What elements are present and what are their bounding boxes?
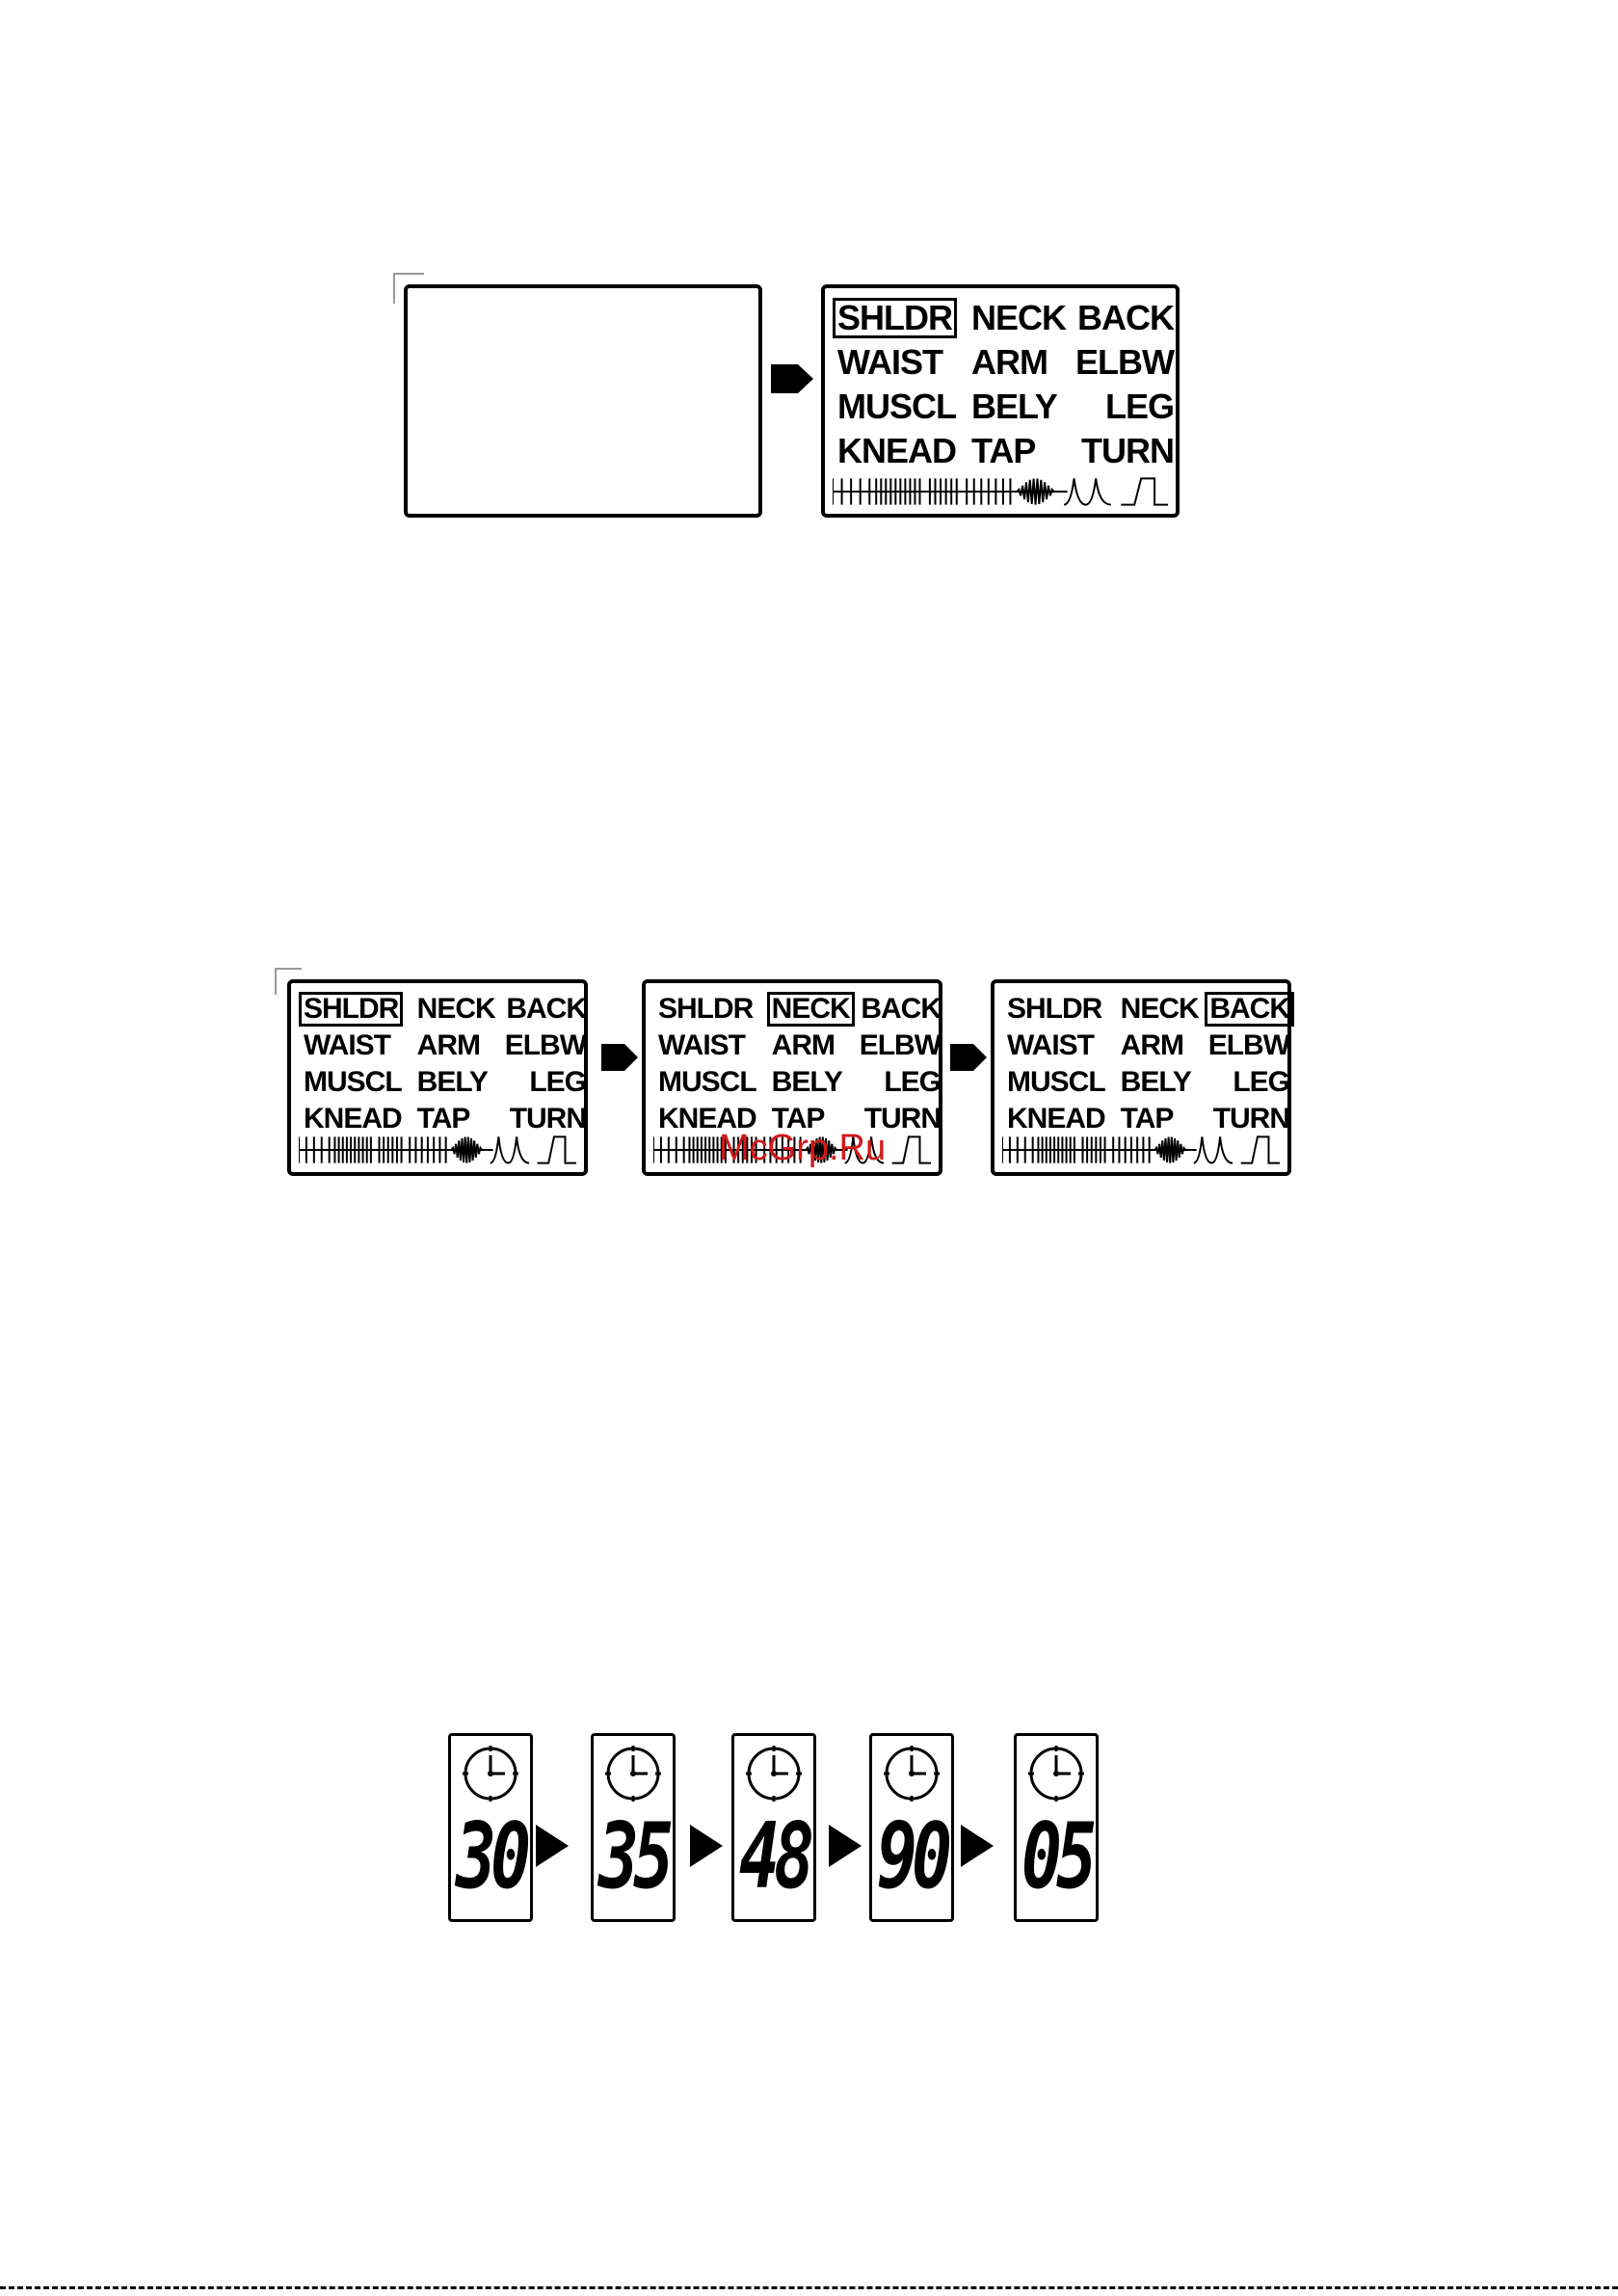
lcd-menu-label: NECK xyxy=(416,993,495,1025)
lcd-menu-cell xyxy=(761,1064,855,1101)
play-triangle-icon xyxy=(961,1825,994,1867)
lcd-menu-cell xyxy=(1204,991,1294,1028)
timer-digits: 48 xyxy=(738,1802,809,1910)
clock-icon xyxy=(882,1744,942,1803)
lcd-menu-cell xyxy=(1002,1028,1110,1064)
lcd-menu-cell xyxy=(299,1101,407,1137)
play-triangle-icon xyxy=(829,1825,862,1867)
lcd-menu-cell xyxy=(1071,296,1179,340)
lcd-menu-cell xyxy=(1110,1064,1204,1101)
timer-digits: 35 xyxy=(597,1802,669,1910)
lcd-menu-grid xyxy=(653,991,942,1137)
lcd-menu-cell xyxy=(855,991,945,1028)
lcd-menu-label: TAP xyxy=(416,1103,470,1135)
play-triangle-icon xyxy=(690,1825,723,1867)
timer-digits: 05 xyxy=(1021,1802,1092,1910)
lcd-menu-cell xyxy=(500,1064,591,1101)
waveform-icons xyxy=(1002,1134,1280,1166)
timer-display xyxy=(731,1733,816,1922)
lcd-menu-label: TURN xyxy=(1212,1103,1290,1135)
lcd-menu-cell xyxy=(1002,1101,1110,1137)
lcd-panel-mid-3 xyxy=(991,979,1291,1176)
clock-icon xyxy=(1026,1744,1086,1803)
lcd-menu-cell xyxy=(761,991,855,1028)
lcd-menu-cell xyxy=(961,296,1071,340)
lcd-menu-cell xyxy=(1110,1101,1204,1137)
lcd-menu-cell xyxy=(761,1028,855,1064)
lcd-menu-label: TURN xyxy=(509,1103,587,1135)
lcd-menu-cell xyxy=(1071,429,1179,473)
lcd-menu-label: KNEAD xyxy=(304,1103,402,1135)
lcd-menu-cell xyxy=(299,991,407,1028)
lcd-menu-label: BELY xyxy=(416,1066,488,1098)
lcd-menu-label: SHLDR xyxy=(658,993,754,1025)
lcd-menu-label: BACK xyxy=(1077,298,1175,337)
lcd-menu-label: NECK xyxy=(1120,993,1199,1025)
lcd-menu-cell xyxy=(833,296,961,340)
lcd-menu-label: MUSCL xyxy=(1007,1066,1105,1098)
waveform-icons xyxy=(833,475,1168,508)
lcd-menu-label: LEG xyxy=(884,1066,942,1098)
lcd-menu-label: TURN xyxy=(1081,431,1175,470)
lcd-menu-label: SHLDR xyxy=(1007,993,1102,1025)
lcd-menu-label: WAIST xyxy=(837,342,942,382)
lcd-menu-cell xyxy=(1071,385,1179,429)
lcd-menu-label: WAIST xyxy=(658,1029,745,1061)
timer-display xyxy=(448,1733,533,1922)
lcd-menu-label: ELBW xyxy=(1207,1029,1290,1061)
lcd-menu-cell xyxy=(961,429,1071,473)
lcd-menu-label: KNEAD xyxy=(837,431,957,470)
lcd-menu-label: ELBW xyxy=(504,1029,587,1061)
lcd-menu-cell xyxy=(961,340,1071,385)
lcd-menu-cell xyxy=(855,1028,945,1064)
lcd-menu-label-selected: BACK xyxy=(1205,992,1294,1027)
lcd-menu-cell xyxy=(653,1028,761,1064)
lcd-menu-grid xyxy=(833,296,1175,473)
lcd-menu-cell xyxy=(407,1064,500,1101)
lcd-menu-label: BELY xyxy=(971,387,1057,426)
lcd-menu-label: ELBW xyxy=(1075,342,1175,382)
lcd-menu-cell xyxy=(299,1028,407,1064)
lcd-menu-cell xyxy=(1071,340,1179,385)
lcd-menu-cell xyxy=(653,991,761,1028)
lcd-menu-cell xyxy=(1204,1101,1294,1137)
lcd-menu-cell xyxy=(1002,1064,1110,1101)
clock-icon xyxy=(744,1744,804,1803)
lcd-menu-cell xyxy=(1110,1028,1204,1064)
lcd-menu-label: TAP xyxy=(1120,1103,1174,1135)
lcd-menu-cell xyxy=(500,1028,591,1064)
lcd-menu-cell xyxy=(1204,1064,1294,1101)
timer-digits: 90 xyxy=(876,1802,947,1910)
lcd-menu-label: LEG xyxy=(1105,387,1175,426)
lcd-menu-cell xyxy=(855,1064,945,1101)
lcd-menu-grid xyxy=(299,991,587,1137)
lcd-menu-label: BACK xyxy=(861,993,942,1025)
lcd-menu-label: BELY xyxy=(1120,1066,1191,1098)
lcd-menu-label: MUSCL xyxy=(837,387,956,426)
lcd-menu-cell xyxy=(833,429,961,473)
lcd-menu-label: WAIST xyxy=(304,1029,390,1061)
lcd-panel-top xyxy=(821,284,1180,518)
lcd-menu-cell xyxy=(833,385,961,429)
lcd-menu-label: ELBW xyxy=(859,1029,942,1061)
lcd-menu-cell xyxy=(500,991,591,1028)
page-edge-line xyxy=(0,2286,1618,2289)
pentagon-arrow-icon xyxy=(950,1041,989,1074)
watermark: McGrp.Ru xyxy=(719,1128,887,1168)
lcd-menu-label-selected: NECK xyxy=(767,992,855,1027)
lcd-panel-mid-1 xyxy=(287,979,588,1176)
play-triangle-icon xyxy=(536,1825,569,1867)
lcd-menu-cell xyxy=(1002,991,1110,1028)
lcd-menu-label: WAIST xyxy=(1007,1029,1094,1061)
timer-digits: 30 xyxy=(455,1802,526,1910)
lcd-menu-label: LEG xyxy=(529,1066,587,1098)
lcd-menu-grid xyxy=(1002,991,1290,1137)
lcd-menu-cell xyxy=(407,1101,500,1137)
lcd-menu-label-selected: SHLDR xyxy=(299,992,403,1027)
lcd-menu-label: NECK xyxy=(971,298,1067,337)
clock-icon xyxy=(603,1744,663,1803)
timer-display xyxy=(591,1733,676,1922)
lcd-menu-label: LEG xyxy=(1233,1066,1290,1098)
lcd-blank-screen xyxy=(404,284,762,518)
lcd-menu-label: TAP xyxy=(971,431,1036,470)
lcd-menu-label: KNEAD xyxy=(658,1103,756,1135)
lcd-menu-label: MUSCL xyxy=(304,1066,402,1098)
lcd-menu-label: ARM xyxy=(1120,1029,1183,1061)
lcd-menu-cell xyxy=(407,991,500,1028)
lcd-menu-label: BACK xyxy=(506,993,587,1025)
timer-display xyxy=(1014,1733,1099,1922)
pentagon-arrow-icon xyxy=(771,360,815,397)
waveform-icons xyxy=(299,1134,576,1166)
lcd-menu-cell xyxy=(653,1064,761,1101)
lcd-menu-label: ARM xyxy=(416,1029,480,1061)
lcd-menu-cell xyxy=(407,1028,500,1064)
lcd-menu-cell xyxy=(1204,1028,1294,1064)
timer-display xyxy=(869,1733,954,1922)
pentagon-arrow-icon xyxy=(601,1041,640,1074)
lcd-menu-label: TURN xyxy=(863,1103,942,1135)
lcd-menu-cell xyxy=(833,340,961,385)
lcd-menu-cell xyxy=(1110,991,1204,1028)
lcd-menu-label: BELY xyxy=(771,1066,842,1098)
lcd-menu-label-selected: SHLDR xyxy=(833,298,957,338)
lcd-menu-label: TAP xyxy=(771,1103,825,1135)
clock-icon xyxy=(461,1744,520,1803)
lcd-menu-label: ARM xyxy=(971,342,1048,382)
lcd-menu-label: MUSCL xyxy=(658,1066,756,1098)
lcd-menu-label: KNEAD xyxy=(1007,1103,1105,1135)
lcd-menu-cell xyxy=(961,385,1071,429)
lcd-menu-cell xyxy=(500,1101,591,1137)
lcd-menu-cell xyxy=(299,1064,407,1101)
lcd-menu-label: ARM xyxy=(771,1029,835,1061)
